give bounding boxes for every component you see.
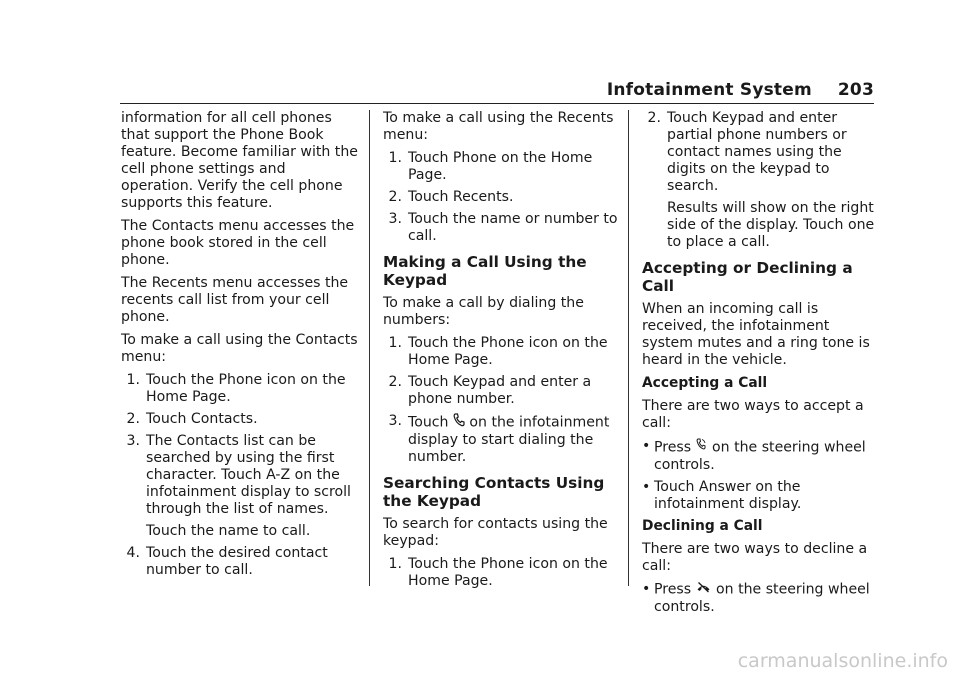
subheading: Accepting a Call [642, 375, 768, 391]
list-note: Touch the name to call. [146, 523, 311, 539]
paragraph: To make a call by dialing the numbers: [383, 295, 584, 328]
list-item [121, 372, 358, 406]
paragraph: There are two ways to decline a call: [642, 541, 868, 574]
list-text: Touch the Phone icon on the Home Page. [146, 372, 346, 405]
list-text: Touch Keypad and enter a phone number. [408, 374, 592, 407]
list-item [642, 110, 878, 195]
running-head [607, 80, 874, 100]
bullet-item [642, 581, 878, 616]
steering-wheel-decline-icon [696, 581, 712, 598]
bullet-text-pre: Press [654, 581, 696, 598]
list-number: 3. [388, 413, 402, 429]
phone-call-icon [453, 413, 465, 432]
paragraph: To make a call using the Contacts menu: [121, 332, 358, 365]
section-heading: Searching Contacts Using the Keypad [383, 474, 605, 510]
section-heading: Accepting or Declining a Call [642, 259, 853, 295]
list-item [383, 556, 623, 590]
list-text [408, 413, 623, 466]
list-number: 1. [388, 150, 402, 166]
column-1 [121, 110, 358, 584]
bullet-dot: • [642, 581, 651, 597]
bullet-dot: • [642, 438, 651, 454]
list-text: Touch Recents. [408, 189, 514, 205]
bullet-text-post: on the steering wheel controls. [654, 581, 870, 615]
header-rule [120, 103, 874, 104]
paragraph: information for all cell phones that support the Phone Book feature. Become familiar with the cell phone settings and operation. Verify the cell phone supports this feature. [121, 110, 358, 211]
list-number: 1. [388, 335, 402, 351]
list-text: Touch Contacts. [146, 411, 258, 427]
list-number: 1. [388, 556, 402, 572]
column-divider [369, 110, 370, 586]
list-number: 2. [388, 374, 402, 390]
bullet-item [642, 479, 878, 513]
section-title: Infotainment System [606, 80, 812, 100]
watermark: carmanualsonline.info [737, 650, 948, 672]
list-item [383, 211, 623, 245]
list-number: 3. [388, 211, 402, 227]
subheading: Declining a Call [642, 518, 763, 534]
list-number: 4. [126, 545, 140, 561]
bullet-text-pre: Press [654, 439, 696, 456]
list-number: 2. [388, 189, 402, 205]
list-text: Touch the desired contact number to call. [146, 545, 328, 578]
bullet-text [654, 438, 878, 474]
list-number: 2. [647, 110, 661, 126]
section-heading: Making a Call Using the Keypad [383, 253, 587, 289]
list-text: Touch the Phone icon on the Home Page. [408, 556, 608, 589]
bullet-text: Touch Answer on the infotainment display. [654, 479, 802, 512]
list-text-pre: Touch [408, 414, 453, 431]
list-item [383, 374, 623, 408]
list-number: 1. [126, 372, 140, 388]
list-text: Touch the Phone icon on the Home Page. [408, 335, 608, 368]
bullet-text [654, 581, 878, 616]
list-item [383, 150, 623, 184]
list-item [383, 189, 623, 206]
list-number: 3. [126, 433, 140, 449]
steering-wheel-answer-icon [696, 438, 708, 457]
list-text: Touch Phone on the Home Page. [408, 150, 593, 183]
bullet-item [642, 438, 878, 474]
paragraph: The Recents menu accesses the recents call list from your cell phone. [121, 275, 349, 325]
list-note: Results will show on the right side of the display. Touch one to place a call. [667, 200, 875, 250]
page-number: 203 [837, 80, 874, 100]
list-text: Touch the name or number to call. [408, 211, 618, 244]
list-text-post: on the infotainment display to start dialing the number. [408, 414, 610, 465]
paragraph: To make a call using the Recents menu: [383, 110, 614, 143]
list-text: Touch Keypad and enter partial phone numbers or contact names using the digits on the keypad to search. [667, 110, 847, 194]
list-text: The Contacts list can be searched by using the first character. Touch A-Z on the infotainment display to scroll through the list of names. [146, 433, 351, 517]
bullet-text-post: on the steering wheel controls. [654, 439, 866, 473]
column-2 [383, 110, 623, 595]
list-item [383, 413, 623, 466]
paragraph: The Contacts menu accesses the phone book stored in the cell phone. [121, 218, 355, 268]
paragraph: There are two ways to accept a call: [642, 398, 864, 431]
paragraph: When an incoming call is received, the infotainment system mutes and a ring tone is heard in the vehicle. [642, 301, 870, 368]
list-item [121, 545, 358, 579]
paragraph: To search for contacts using the keypad: [383, 516, 608, 549]
list-item [383, 335, 623, 369]
list-item [121, 433, 358, 518]
column-divider [628, 110, 629, 586]
column-3 [642, 110, 878, 621]
list-number: 2. [126, 411, 140, 427]
list-item [121, 411, 358, 428]
bullet-dot: • [642, 479, 651, 495]
